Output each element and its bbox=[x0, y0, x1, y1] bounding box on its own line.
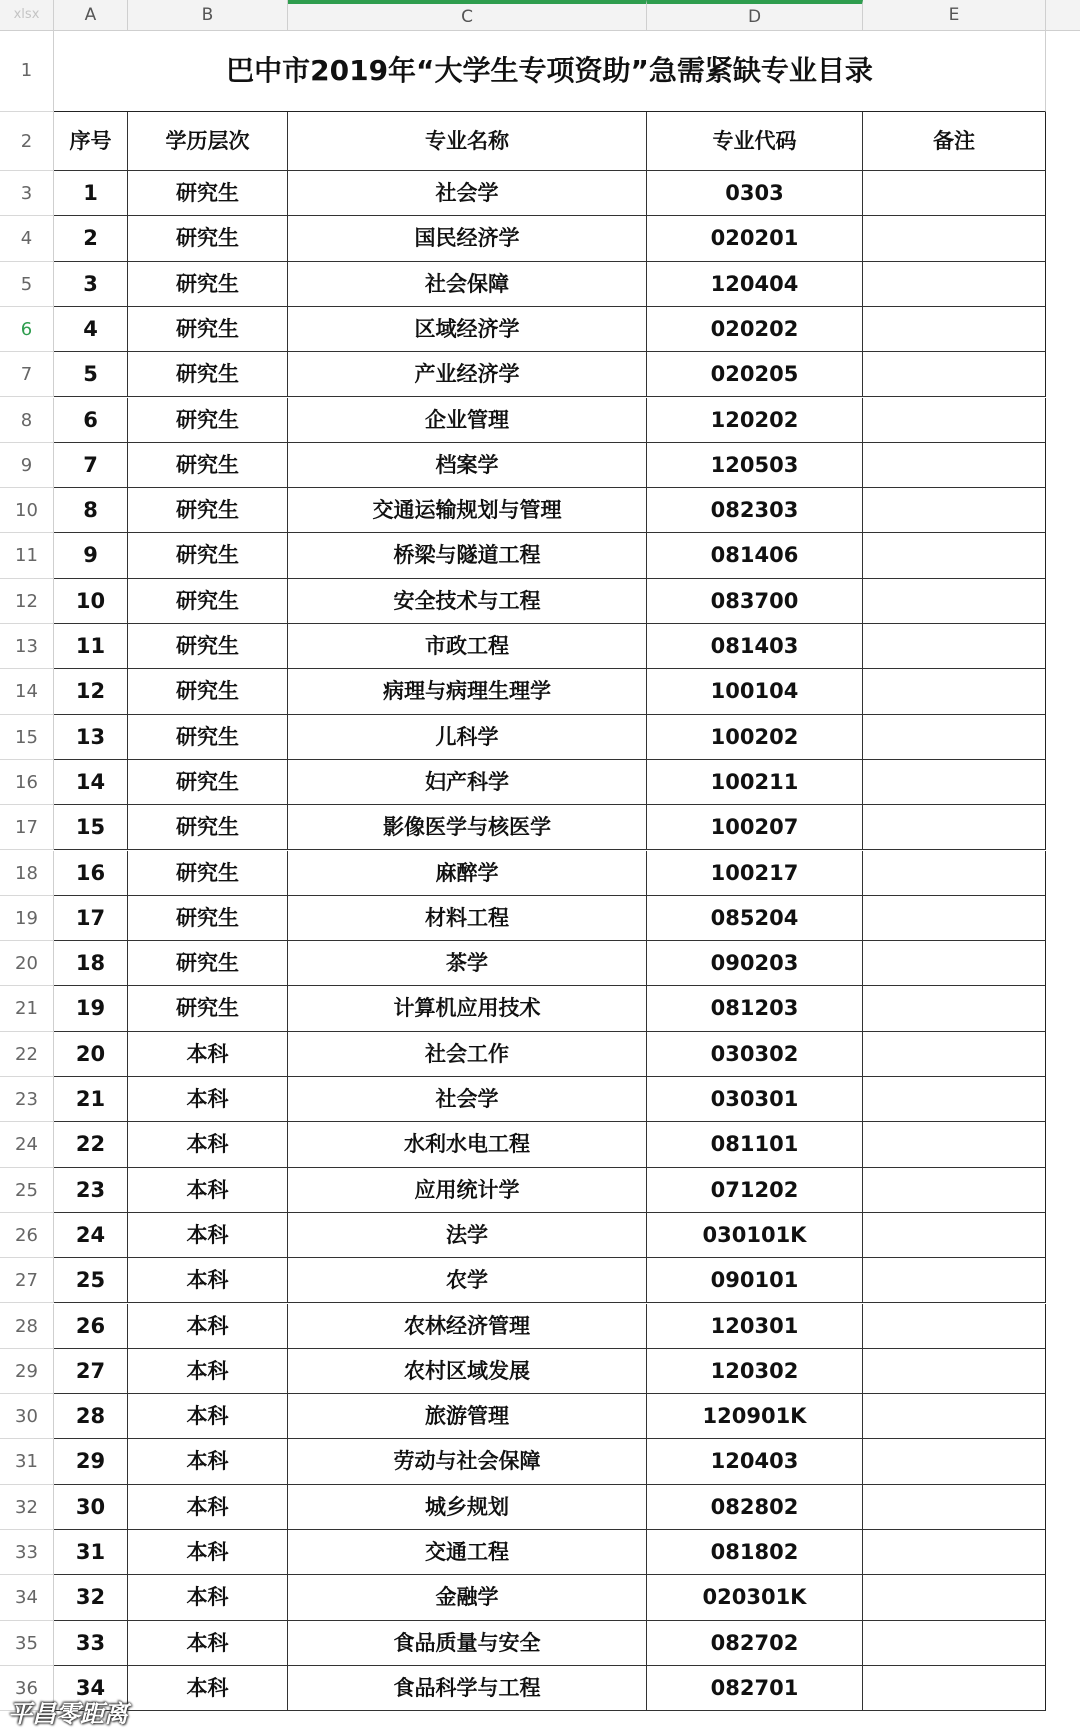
row-number[interactable]: 18 bbox=[0, 851, 54, 896]
cell-major-code[interactable]: 030302 bbox=[647, 1032, 863, 1077]
cell-major-code[interactable]: 100217 bbox=[647, 851, 863, 896]
cell-major-code[interactable]: 100207 bbox=[647, 805, 863, 850]
cell-serial-number[interactable]: 18 bbox=[54, 941, 128, 986]
cell-education-level[interactable]: 本科 bbox=[128, 1666, 288, 1711]
row-number[interactable]: 33 bbox=[0, 1530, 54, 1575]
cell-serial-number[interactable]: 32 bbox=[54, 1575, 128, 1620]
cell-education-level[interactable]: 研究生 bbox=[128, 896, 288, 941]
row-number[interactable]: 20 bbox=[0, 941, 54, 986]
cell-major-name[interactable]: 产业经济学 bbox=[288, 352, 647, 397]
row-number[interactable]: 2 bbox=[0, 112, 54, 171]
row-number[interactable]: 15 bbox=[0, 715, 54, 760]
cell-education-level[interactable]: 本科 bbox=[128, 1304, 288, 1349]
cell-major-name[interactable]: 交通工程 bbox=[288, 1530, 647, 1575]
row-number[interactable]: 1 bbox=[0, 30, 54, 112]
cell-education-level[interactable]: 研究生 bbox=[128, 533, 288, 578]
cell-serial-number[interactable]: 31 bbox=[54, 1530, 128, 1575]
column-header-a[interactable]: A bbox=[54, 0, 128, 30]
cell-remarks[interactable] bbox=[863, 1621, 1046, 1666]
cell-remarks[interactable] bbox=[863, 307, 1046, 352]
row-number[interactable]: 19 bbox=[0, 896, 54, 941]
cell-major-name[interactable]: 社会学 bbox=[288, 171, 647, 216]
cell-major-code[interactable]: 082802 bbox=[647, 1485, 863, 1530]
row-number[interactable]: 8 bbox=[0, 398, 54, 443]
cell-education-level[interactable]: 研究生 bbox=[128, 669, 288, 714]
column-header-e[interactable]: E bbox=[863, 0, 1046, 30]
cell-major-name[interactable]: 茶学 bbox=[288, 941, 647, 986]
row-number[interactable]: 10 bbox=[0, 488, 54, 533]
cell-major-code[interactable]: 090203 bbox=[647, 941, 863, 986]
cell-major-code[interactable]: 085204 bbox=[647, 896, 863, 941]
cell-serial-number[interactable]: 25 bbox=[54, 1258, 128, 1303]
cell-serial-number[interactable]: 23 bbox=[54, 1168, 128, 1213]
cell-major-name[interactable]: 法学 bbox=[288, 1213, 647, 1258]
cell-major-name[interactable]: 安全技术与工程 bbox=[288, 579, 647, 624]
row-number[interactable]: 3 bbox=[0, 171, 54, 216]
cell-major-code[interactable]: 030301 bbox=[647, 1077, 863, 1122]
cell-education-level[interactable]: 研究生 bbox=[128, 171, 288, 216]
cell-serial-number[interactable]: 34 bbox=[54, 1666, 128, 1711]
cell-education-level[interactable]: 本科 bbox=[128, 1168, 288, 1213]
cell-remarks[interactable] bbox=[863, 669, 1046, 714]
cell-major-name[interactable]: 区域经济学 bbox=[288, 307, 647, 352]
cell-major-name[interactable]: 麻醉学 bbox=[288, 851, 647, 896]
cell-major-code[interactable]: 071202 bbox=[647, 1168, 863, 1213]
cell-education-level[interactable]: 研究生 bbox=[128, 262, 288, 307]
row-number[interactable]: 6 bbox=[0, 307, 54, 352]
cell-education-level[interactable]: 研究生 bbox=[128, 579, 288, 624]
cell-major-name[interactable]: 社会工作 bbox=[288, 1032, 647, 1077]
cell-major-name[interactable]: 食品科学与工程 bbox=[288, 1666, 647, 1711]
cell-serial-number[interactable]: 7 bbox=[54, 443, 128, 488]
cell-education-level[interactable]: 研究生 bbox=[128, 307, 288, 352]
cell-major-code[interactable]: 081802 bbox=[647, 1530, 863, 1575]
cell-education-level[interactable]: 本科 bbox=[128, 1621, 288, 1666]
cell-major-code[interactable]: 020205 bbox=[647, 352, 863, 397]
cell-serial-number[interactable]: 16 bbox=[54, 851, 128, 896]
cell-education-level[interactable]: 研究生 bbox=[128, 352, 288, 397]
row-number[interactable]: 32 bbox=[0, 1485, 54, 1530]
cell-remarks[interactable] bbox=[863, 488, 1046, 533]
cell-remarks[interactable] bbox=[863, 216, 1046, 261]
header-remarks[interactable]: 备注 bbox=[863, 112, 1046, 171]
cell-major-code[interactable]: 120404 bbox=[647, 262, 863, 307]
cell-major-name[interactable]: 档案学 bbox=[288, 443, 647, 488]
row-number[interactable]: 24 bbox=[0, 1122, 54, 1167]
header-education-level[interactable]: 学历层次 bbox=[128, 112, 288, 171]
row-number[interactable]: 16 bbox=[0, 760, 54, 805]
cell-serial-number[interactable]: 10 bbox=[54, 579, 128, 624]
cell-education-level[interactable]: 本科 bbox=[128, 1394, 288, 1439]
cell-major-name[interactable]: 劳动与社会保障 bbox=[288, 1439, 647, 1484]
cell-major-code[interactable]: 030101K bbox=[647, 1213, 863, 1258]
cell-remarks[interactable] bbox=[863, 1304, 1046, 1349]
cell-serial-number[interactable]: 6 bbox=[54, 398, 128, 443]
cell-major-code[interactable]: 082303 bbox=[647, 488, 863, 533]
cell-serial-number[interactable]: 19 bbox=[54, 986, 128, 1031]
cell-major-code[interactable]: 090101 bbox=[647, 1258, 863, 1303]
cell-major-name[interactable]: 农林经济管理 bbox=[288, 1304, 647, 1349]
cell-education-level[interactable]: 本科 bbox=[128, 1258, 288, 1303]
row-number[interactable]: 29 bbox=[0, 1349, 54, 1394]
cell-serial-number[interactable]: 12 bbox=[54, 669, 128, 714]
column-header-bar bbox=[0, 0, 1080, 31]
row-number[interactable]: 11 bbox=[0, 533, 54, 578]
cell-education-level[interactable]: 研究生 bbox=[128, 216, 288, 261]
cell-education-level[interactable]: 本科 bbox=[128, 1530, 288, 1575]
column-header-b[interactable]: B bbox=[128, 0, 288, 30]
cell-major-name[interactable]: 社会学 bbox=[288, 1077, 647, 1122]
row-number[interactable]: 21 bbox=[0, 986, 54, 1031]
row-number[interactable]: 5 bbox=[0, 262, 54, 307]
cell-remarks[interactable] bbox=[863, 1213, 1046, 1258]
row-number[interactable]: 27 bbox=[0, 1258, 54, 1303]
row-number[interactable]: 4 bbox=[0, 216, 54, 261]
watermark: 平昌零距离 bbox=[8, 1700, 128, 1728]
select-all-corner[interactable]: xlsx bbox=[0, 0, 54, 30]
cell-education-level[interactable]: 研究生 bbox=[128, 851, 288, 896]
cell-remarks[interactable] bbox=[863, 1349, 1046, 1394]
row-number[interactable]: 17 bbox=[0, 805, 54, 850]
cell-major-name[interactable]: 材料工程 bbox=[288, 896, 647, 941]
cell-major-code[interactable]: 100211 bbox=[647, 760, 863, 805]
cell-major-code[interactable]: 120403 bbox=[647, 1439, 863, 1484]
cell-major-code[interactable]: 120503 bbox=[647, 443, 863, 488]
cell-remarks[interactable] bbox=[863, 851, 1046, 896]
row-number[interactable]: 22 bbox=[0, 1032, 54, 1077]
cell-major-name[interactable]: 市政工程 bbox=[288, 624, 647, 669]
row-number[interactable]: 36 bbox=[0, 1666, 54, 1711]
cell-major-name[interactable]: 食品质量与安全 bbox=[288, 1621, 647, 1666]
row-number[interactable]: 14 bbox=[0, 669, 54, 714]
cell-remarks[interactable] bbox=[863, 1077, 1046, 1122]
cell-education-level[interactable]: 本科 bbox=[128, 1349, 288, 1394]
cell-serial-number[interactable]: 22 bbox=[54, 1122, 128, 1167]
cell-serial-number[interactable]: 2 bbox=[54, 216, 128, 261]
cell-remarks[interactable] bbox=[863, 533, 1046, 578]
row-number[interactable]: 12 bbox=[0, 579, 54, 624]
cell-education-level[interactable]: 研究生 bbox=[128, 398, 288, 443]
cell-education-level[interactable]: 研究生 bbox=[128, 941, 288, 986]
row-number[interactable]: 28 bbox=[0, 1304, 54, 1349]
cell-major-name[interactable]: 交通运输规划与管理 bbox=[288, 488, 647, 533]
cell-remarks[interactable] bbox=[863, 1439, 1046, 1484]
cell-remarks[interactable] bbox=[863, 171, 1046, 216]
cell-major-name[interactable]: 应用统计学 bbox=[288, 1168, 647, 1213]
cell-major-name[interactable]: 社会保障 bbox=[288, 262, 647, 307]
row-number[interactable]: 34 bbox=[0, 1575, 54, 1620]
header-major-code[interactable]: 专业代码 bbox=[647, 112, 863, 171]
cell-major-name[interactable]: 国民经济学 bbox=[288, 216, 647, 261]
cell-education-level[interactable]: 研究生 bbox=[128, 715, 288, 760]
header-major-name[interactable]: 专业名称 bbox=[288, 112, 647, 171]
cell-serial-number[interactable]: 28 bbox=[54, 1394, 128, 1439]
cell-remarks[interactable] bbox=[863, 941, 1046, 986]
row-number[interactable]: 7 bbox=[0, 352, 54, 397]
cell-remarks[interactable] bbox=[863, 715, 1046, 760]
cell-serial-number[interactable]: 24 bbox=[54, 1213, 128, 1258]
cell-remarks[interactable] bbox=[863, 1168, 1046, 1213]
cell-remarks[interactable] bbox=[863, 1575, 1046, 1620]
cell-education-level[interactable]: 本科 bbox=[128, 1032, 288, 1077]
cell-major-name[interactable]: 金融学 bbox=[288, 1575, 647, 1620]
cell-major-name[interactable]: 计算机应用技术 bbox=[288, 986, 647, 1031]
cell-serial-number[interactable]: 1 bbox=[54, 171, 128, 216]
cell-major-code[interactable]: 081101 bbox=[647, 1122, 863, 1167]
cell-major-name[interactable]: 农村区域发展 bbox=[288, 1349, 647, 1394]
cell-remarks[interactable] bbox=[863, 1666, 1046, 1711]
cell-major-name[interactable]: 儿科学 bbox=[288, 715, 647, 760]
cell-serial-number[interactable]: 14 bbox=[54, 760, 128, 805]
cell-serial-number[interactable]: 17 bbox=[54, 896, 128, 941]
cell-major-code[interactable]: 081203 bbox=[647, 986, 863, 1031]
cell-major-code[interactable]: 020301K bbox=[647, 1575, 863, 1620]
cell-major-code[interactable]: 120302 bbox=[647, 1349, 863, 1394]
cell-major-code[interactable]: 082701 bbox=[647, 1666, 863, 1711]
cell-remarks[interactable] bbox=[863, 624, 1046, 669]
cell-major-code[interactable]: 082702 bbox=[647, 1621, 863, 1666]
cell-serial-number[interactable]: 26 bbox=[54, 1304, 128, 1349]
cell-remarks[interactable] bbox=[863, 896, 1046, 941]
cell-major-code[interactable]: 081403 bbox=[647, 624, 863, 669]
row-number[interactable]: 13 bbox=[0, 624, 54, 669]
cell-major-name[interactable]: 影像医学与核医学 bbox=[288, 805, 647, 850]
cell-education-level[interactable]: 本科 bbox=[128, 1077, 288, 1122]
cell-remarks[interactable] bbox=[863, 1032, 1046, 1077]
cell-education-level[interactable]: 研究生 bbox=[128, 805, 288, 850]
cell-serial-number[interactable]: 27 bbox=[54, 1349, 128, 1394]
cell-education-level[interactable]: 本科 bbox=[128, 1122, 288, 1167]
cell-major-code[interactable]: 083700 bbox=[647, 579, 863, 624]
cell-serial-number[interactable]: 29 bbox=[54, 1439, 128, 1484]
cell-serial-number[interactable]: 11 bbox=[54, 624, 128, 669]
cell-remarks[interactable] bbox=[863, 352, 1046, 397]
cell-serial-number[interactable]: 13 bbox=[54, 715, 128, 760]
cell-major-code[interactable]: 120301 bbox=[647, 1304, 863, 1349]
cell-serial-number[interactable]: 9 bbox=[54, 533, 128, 578]
cell-remarks[interactable] bbox=[863, 986, 1046, 1031]
row-number[interactable]: 31 bbox=[0, 1439, 54, 1484]
cell-serial-number[interactable]: 4 bbox=[54, 307, 128, 352]
cell-major-code[interactable]: 120202 bbox=[647, 398, 863, 443]
row-number[interactable]: 9 bbox=[0, 443, 54, 488]
cell-remarks[interactable] bbox=[863, 1485, 1046, 1530]
cell-education-level[interactable]: 研究生 bbox=[128, 443, 288, 488]
cell-remarks[interactable] bbox=[863, 1258, 1046, 1303]
cell-serial-number[interactable]: 21 bbox=[54, 1077, 128, 1122]
cell-education-level[interactable]: 研究生 bbox=[128, 488, 288, 533]
cell-education-level[interactable]: 本科 bbox=[128, 1439, 288, 1484]
cell-serial-number[interactable]: 8 bbox=[54, 488, 128, 533]
cell-major-code[interactable]: 020202 bbox=[647, 307, 863, 352]
cell-education-level[interactable]: 研究生 bbox=[128, 624, 288, 669]
header-serial-number[interactable]: 序号 bbox=[54, 112, 128, 171]
cell-remarks[interactable] bbox=[863, 1530, 1046, 1575]
row-number[interactable]: 35 bbox=[0, 1621, 54, 1666]
cell-major-name[interactable]: 旅游管理 bbox=[288, 1394, 647, 1439]
cell-serial-number[interactable]: 5 bbox=[54, 352, 128, 397]
row-number[interactable]: 30 bbox=[0, 1394, 54, 1439]
cell-education-level[interactable]: 本科 bbox=[128, 1575, 288, 1620]
cell-remarks[interactable] bbox=[863, 805, 1046, 850]
cell-major-code[interactable]: 100202 bbox=[647, 715, 863, 760]
cell-remarks[interactable] bbox=[863, 1394, 1046, 1439]
cell-serial-number[interactable]: 20 bbox=[54, 1032, 128, 1077]
cell-major-code[interactable]: 120901K bbox=[647, 1394, 863, 1439]
cell-major-code[interactable]: 020201 bbox=[647, 216, 863, 261]
sheet-title-cell[interactable]: 巴中市2019年“大学生专项资助”急需紧缺专业目录 bbox=[54, 30, 1046, 112]
row-number[interactable]: 25 bbox=[0, 1168, 54, 1213]
cell-major-name[interactable]: 城乡规划 bbox=[288, 1485, 647, 1530]
row-number[interactable]: 26 bbox=[0, 1213, 54, 1258]
column-header-d[interactable]: D bbox=[647, 0, 863, 30]
cell-major-code[interactable]: 100104 bbox=[647, 669, 863, 714]
cell-remarks[interactable] bbox=[863, 262, 1046, 307]
cell-education-level[interactable]: 研究生 bbox=[128, 760, 288, 805]
column-header-c[interactable]: C bbox=[288, 0, 647, 30]
cell-remarks[interactable] bbox=[863, 760, 1046, 805]
cell-education-level[interactable]: 本科 bbox=[128, 1213, 288, 1258]
cell-serial-number[interactable]: 3 bbox=[54, 262, 128, 307]
cell-major-name[interactable]: 病理与病理生理学 bbox=[288, 669, 647, 714]
cell-major-code[interactable]: 081406 bbox=[647, 533, 863, 578]
cell-serial-number[interactable]: 30 bbox=[54, 1485, 128, 1530]
cell-remarks[interactable] bbox=[863, 443, 1046, 488]
cell-major-code[interactable]: 0303 bbox=[647, 171, 863, 216]
cell-serial-number[interactable]: 33 bbox=[54, 1621, 128, 1666]
cell-major-name[interactable]: 妇产科学 bbox=[288, 760, 647, 805]
cell-major-name[interactable]: 桥梁与隧道工程 bbox=[288, 533, 647, 578]
row-number[interactable]: 23 bbox=[0, 1077, 54, 1122]
cell-remarks[interactable] bbox=[863, 579, 1046, 624]
cell-remarks[interactable] bbox=[863, 398, 1046, 443]
cell-major-name[interactable]: 农学 bbox=[288, 1258, 647, 1303]
cell-education-level[interactable]: 本科 bbox=[128, 1485, 288, 1530]
cell-serial-number[interactable]: 15 bbox=[54, 805, 128, 850]
cell-education-level[interactable]: 研究生 bbox=[128, 986, 288, 1031]
cell-major-name[interactable]: 水利水电工程 bbox=[288, 1122, 647, 1167]
cell-remarks[interactable] bbox=[863, 1122, 1046, 1167]
cell-major-name[interactable]: 企业管理 bbox=[288, 398, 647, 443]
